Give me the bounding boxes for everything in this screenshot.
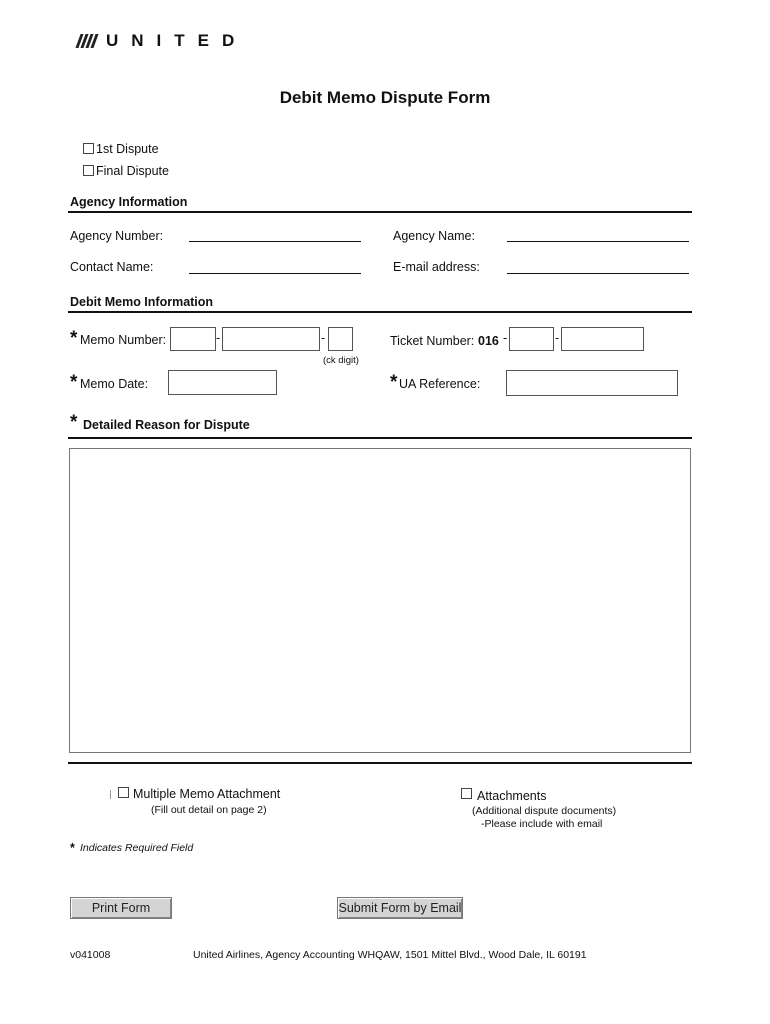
attachments-note-2: -Please include with email <box>481 818 603 830</box>
multiple-memo-label: Multiple Memo Attachment <box>133 787 281 801</box>
logo-text: UNITED <box>106 31 248 50</box>
reason-section-rule <box>68 437 692 439</box>
attachments-checkbox[interactable] <box>461 788 472 799</box>
ticket-number-dash-2: - <box>555 331 560 345</box>
memo-section-heading: Debit Memo Information <box>70 295 214 309</box>
agency-name-field[interactable] <box>507 241 689 242</box>
memo-number-dash-2: - <box>321 331 326 345</box>
memo-number-label: Memo Number: <box>80 333 167 347</box>
ua-reference-label: UA Reference: <box>399 377 481 391</box>
ticket-number-part2-input[interactable] <box>561 327 644 351</box>
required-note-star: * <box>70 841 75 855</box>
reason-section-heading: Detailed Reason for Dispute <box>83 418 250 432</box>
check-digit-note: (ck digit) <box>323 355 359 366</box>
final-dispute-label: Final Dispute <box>96 164 169 178</box>
memo-number-required-mark: * <box>70 328 78 349</box>
memo-check-digit-input[interactable] <box>328 327 353 351</box>
contact-name-label: Contact Name: <box>70 260 154 274</box>
field-marker <box>110 790 111 799</box>
page-title: Debit Memo Dispute Form <box>279 88 491 107</box>
reason-textarea[interactable] <box>69 448 691 753</box>
memo-date-required-mark: * <box>70 372 78 393</box>
logo-stripes-icon <box>75 34 98 48</box>
footer-address: United Airlines, Agency Accounting WHQAW, 1501 Mittel Blvd., Wood Dale, IL 60191 <box>193 949 587 961</box>
ticket-number-part1-input[interactable] <box>509 327 554 351</box>
multiple-memo-checkbox[interactable] <box>118 787 129 798</box>
memo-section-rule <box>68 311 692 313</box>
reason-bottom-rule <box>68 762 692 764</box>
memo-number-part1-input[interactable] <box>170 327 216 351</box>
print-form-button[interactable]: Print Form <box>70 897 172 919</box>
email-label: E-mail address: <box>393 260 480 274</box>
agency-section-heading: Agency Information <box>70 195 188 209</box>
contact-name-field[interactable] <box>189 273 361 274</box>
attachments-label: Attachments <box>477 789 547 803</box>
agency-number-field[interactable] <box>189 241 361 242</box>
required-note: Indicates Required Field <box>80 842 194 854</box>
agency-section-rule <box>68 211 692 213</box>
multiple-memo-note: (Fill out detail on page 2) <box>151 804 267 816</box>
ticket-number-label: Ticket Number: <box>390 334 475 348</box>
ticket-prefix: 016 <box>478 334 499 348</box>
version-code: v041008 <box>70 949 111 961</box>
ticket-number-dash-1: - <box>503 331 508 345</box>
memo-date-label: Memo Date: <box>80 377 149 391</box>
email-field[interactable] <box>507 273 689 274</box>
memo-number-part2-input[interactable] <box>222 327 320 351</box>
final-dispute-checkbox[interactable] <box>83 165 94 176</box>
submit-email-button[interactable]: Submit Form by Email <box>337 897 463 919</box>
reason-required-mark: * <box>70 412 78 433</box>
attachments-note-1: (Additional dispute documents) <box>472 805 617 817</box>
memo-number-dash-1: - <box>216 331 221 345</box>
ua-reference-input[interactable] <box>506 370 678 396</box>
united-logo <box>78 30 247 52</box>
first-dispute-label: 1st Dispute <box>96 142 159 156</box>
memo-date-input[interactable] <box>168 370 277 395</box>
agency-name-label: Agency Name: <box>393 229 475 243</box>
first-dispute-checkbox[interactable] <box>83 143 94 154</box>
agency-number-label: Agency Number: <box>70 229 164 243</box>
ua-reference-required-mark: * <box>390 372 398 393</box>
